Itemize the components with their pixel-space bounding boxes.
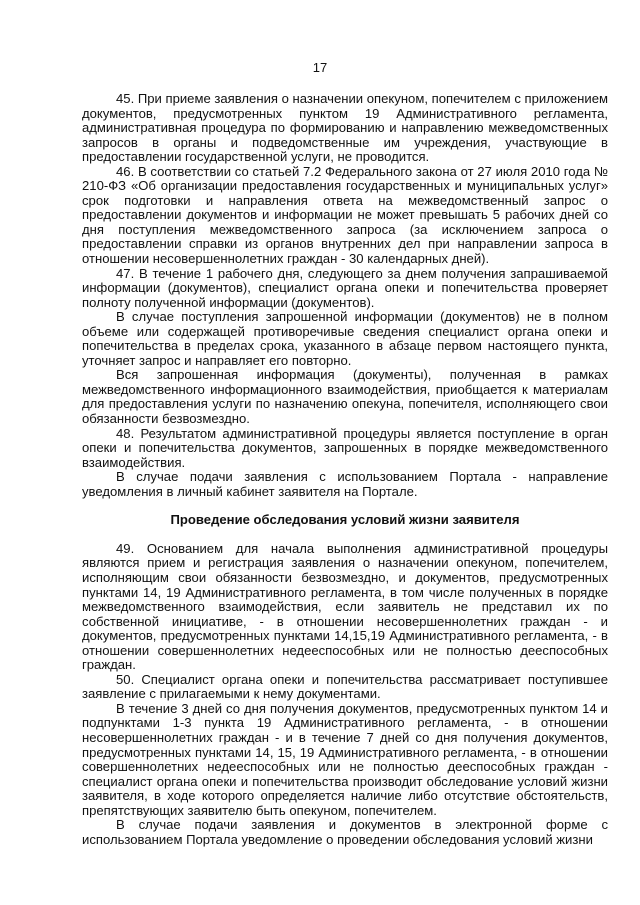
paragraph-47-clarify: В случае поступления запрошенной информации (документов) не в полном объеме или содержащей противоречивые сведения специалист органа опеки и попечительства в пределах срока, указанного в абзаце первом настоящего пункта, уточняет запрос и направляет его повторно.: [82, 309, 608, 368]
paragraph-47-attach: Вся запрошенная информация (документы), полученная в рамках межведомственного информационного взаимодействия, приобщается к материалам для предоставления услуги по назначению опекуна, попечителя, исполняющего свои обязанности безвозмездно.: [82, 367, 608, 427]
section-heading: Проведение обследования условий жизни заявителя: [170, 512, 520, 528]
document-body: [82, 92, 608, 847]
paragraph-50: 50. Специалист органа опеки и попечительства рассматривает поступившее заявление с прилагаемыми к нему документами.: [82, 671, 608, 702]
paragraph-48: 48. Результатом административной процедуры является поступление в орган опеки и попечительства документов, запрошенных в порядке межведомственного взаимодействия.: [82, 425, 608, 470]
paragraph-49: 49. Основанием для начала выполнения административной процедуры являются прием и регистрация заявления о назначении опекуном, попечителем, исполняющим свои обязанности безвозмездно, и документов, предусмотренных пунктами 14, 19 Административного регламента, в том числе полученных в порядке межведомственного взаимодействия, если заявитель не представил их по собственной инициативе, - в отношении несовершеннолетних граждан - и документов, предусмотренных пунктами 14,15,19 Административного регламента, - в отношении совершеннолетних недееспособных или не полностью дееспособных граждан.: [82, 540, 608, 673]
paragraph-50-portal: В случае подачи заявления и документов в электронной форме с использованием Портала уведомление о проведении обследования условий жизни: [82, 817, 608, 847]
paragraph-48-portal: В случае подачи заявления с использованием Портала - направление уведомления в личный кабинет заявителя на Портале.: [82, 469, 608, 499]
page-number: 17: [312, 60, 328, 75]
paragraph-45: 45. При приеме заявления о назначении опекуном, попечителем с приложением документов, предусмотренных пунктом 19 Административного регламента, административная процедура по формированию и направлению межведомственных запросов в органы и подведомственные им учреждения, участвующие в предоставлении государственной услуги, не проводится.: [82, 91, 608, 165]
paragraph-50-deadline: В течение 3 дней со дня получения документов, предусмотренных пунктом 14 и подпунктами 1-3 пункта 19 Административного регламента, - в отношении несовершеннолетних граждан - и в течение 7 дней со дня получения документов, предусмотренных пунктами 14, 15, 19 Административного регламента, - в отношении совершеннолетних недееспособных или не полностью дееспособных граждан - специалист органа опеки и попечительства производит обследование условий жизни заявителя, в ходе которого определяется наличие либо отсутствие обстоятельств, препятствующих заявителю быть опекуном, попечителем.: [82, 700, 608, 818]
paragraph-46: 46. В соответствии со статьей 7.2 Федерального закона от 27 июля 2010 года № 210-ФЗ «Об организации предоставления государственных и муниципальных услуг» срок подготовки и направления ответа на межведомственный запрос о предоставлении документов и информации не может превышать 5 рабочих дней со дня поступления межведомственного запроса (за исключением запроса о предоставлении справки из органов внутренних дел при направлении запроса в отношении несовершеннолетних граждан - 30 календарных дней).: [82, 163, 608, 267]
paragraph-47: 47. В течение 1 рабочего дня, следующего за днем получения запрашиваемой информации (документов), специалист органа опеки и попечительства проверяет полноту полученной информации (документов).: [82, 265, 608, 310]
